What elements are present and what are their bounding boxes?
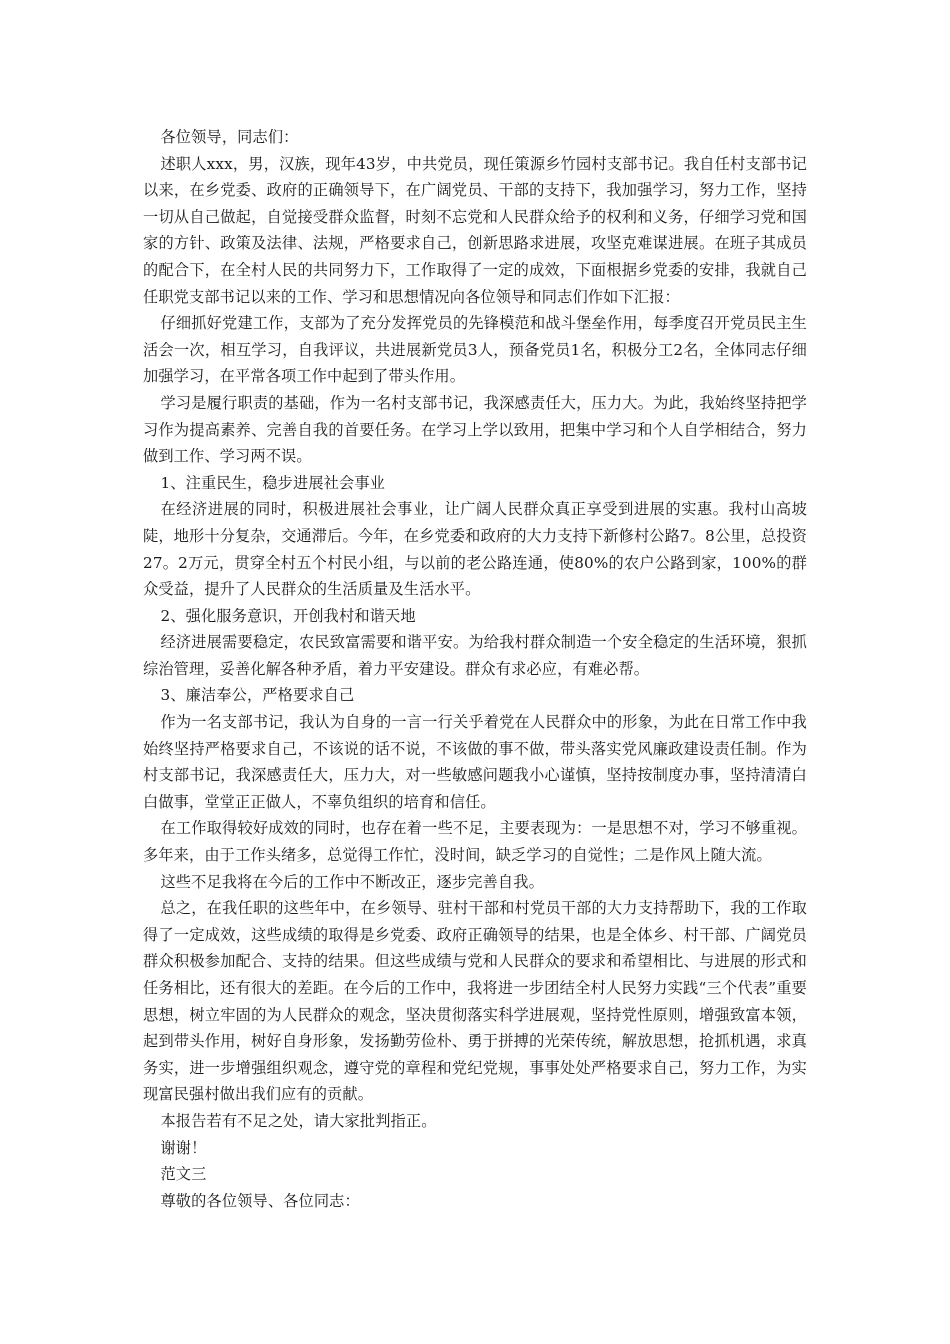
livelihood-paragraph: 在经济进展的同时，积极进展社会事业，让广阔人民群众真正享受到进展的实惠。我村山高坡陡，地形十分复杂，交通滞后。今年，在乡党委和政府的大力支持下新修村公路7。8公里，总投资27。2万元，贯穿全村五个村民小组，与以前的老公路连通，使80%的农户公路到家，100%的群众受益，提升了人民群众的生活质量及生活水平。 (143, 500, 807, 599)
next-salutation: 尊敬的各位领导、各位同志： (160, 1191, 360, 1210)
improvement-paragraph: 这些不足我将在今后的工作中不断改正，逐步完善自我。 (160, 872, 544, 891)
party-building-paragraph: 仔细抓好党建工作，支部为了充分发挥党员的先锋模范和战斗堡垒作用，每季度召开党员民主生活会一次，相互学习，自我评议，共进展新党员3人，预备党员1名，积极分工2名，全体同志仔细加强学习，在平常各项工作中起到了带头作用。 (143, 314, 807, 386)
study-paragraph: 学习是履行职责的基础，作为一名村支部书记，我深感责任大，压力大。为此，我始终坚持把学习作为提高素养、完善自我的首要任务。在学习上学以致用，把集中学习和个人自学相结合，努力做到工作、学习两不误。 (143, 393, 807, 466)
section-heading-2: 2、强化服务意识，开创我村和谐天地 (160, 606, 416, 625)
integrity-paragraph: 作为一名支部书记，我认为自身的一言一行关乎着党在人民群众中的形象，为此在日常工作中我始终坚持严格要求自己，不该说的话不说，不该做的事不做，带头落实党风廉政建设责任制。作为村支部书记，我深感责任大，压力大，对一些敏感问题我小心谨慎，坚持按制度办事，坚持清清白白做事，堂堂正正做人，不辜负组织的培育和信任。 (143, 713, 807, 811)
document-body (143, 124, 807, 1214)
summary-paragraph: 总之，在我任职的这些年中，在乡领导、驻村干部和村党员干部的大力支持帮助下，我的工作取得了一定成效，这些成绩的取得是乡党委、政府正确领导的结果，也是全体乡、村干部、广阔党员群众积极参加配合、支持的结果。但这些成绩与党和人民群众的要求和希望相比、与进展的形式和任务相比，还有很大的差距。在今后的工作中，我将进一步团结全村人民努力实践“三个代表”重要思想，树立牢固的为人民群众的观念，坚决贯彻落实科学进展观，坚持党性原则，增强致富本领，起到带头作用，树好自身形象，发扬勤劳俭朴、勇于拼搏的光荣传统，解放思想，抢抓机遇，求真务实，进一步增强组织观念，遵守党的章程和党纪党规，事事处处严格要求自己，努力工作，为实现富民强村做出我们应有的贡献。 (143, 899, 807, 1104)
shortcomings-paragraph: 在工作取得较好成效的同时，也存在着一些不足，主要表现为：一是思想不对，学习不够重视。多年来，由于工作头绪多，总觉得工作忙，没时间，缺乏学习的自觉性；二是作风上随大流。 (143, 819, 807, 865)
thanks-line: 谢谢！ (160, 1138, 207, 1157)
section-heading-3: 3、廉洁奉公，严格要求自己 (160, 686, 355, 705)
service-paragraph: 经济进展需要稳定，农民致富需要和谐平安。为给我村群众制造一个安全稳定的生活环境，狠抓综治管理，妥善化解各种矛盾，着力平安建设。群众有求必应，有难必帮。 (143, 633, 807, 678)
salutation: 各位领导，同志们： (160, 128, 299, 146)
sample-heading: 范文三 (160, 1165, 207, 1184)
closing-request: 本报告若有不足之处，请大家批判指正。 (160, 1111, 437, 1130)
section-heading-1: 1、注重民生，稳步进展社会事业 (160, 473, 386, 492)
intro-paragraph: 述职人xxx，男，汉族，现年43岁，中共党员，现任策源乡竹园村支部书记。我自任村支部书记以来，在乡党委、政府的正确领导下，在广阔党员、干部的支持下，我加强学习，努力工作，坚持一切从自己做起，自觉接受群众监督，时刻不忘党和人民群众给予的权利和义务，仔细学习党和国家的方针、政策及法律、法规，严格要求自己，创新思路求进展，攻坚克难谋进展。在班子其成员的配合下，在全村人民的共同努力下，工作取得了一定的成效，下面根据乡党委的安排，我就自己任职党支部书记以来的工作、学习和思想情况向各位领导和同志们作如下汇报： (143, 154, 807, 306)
